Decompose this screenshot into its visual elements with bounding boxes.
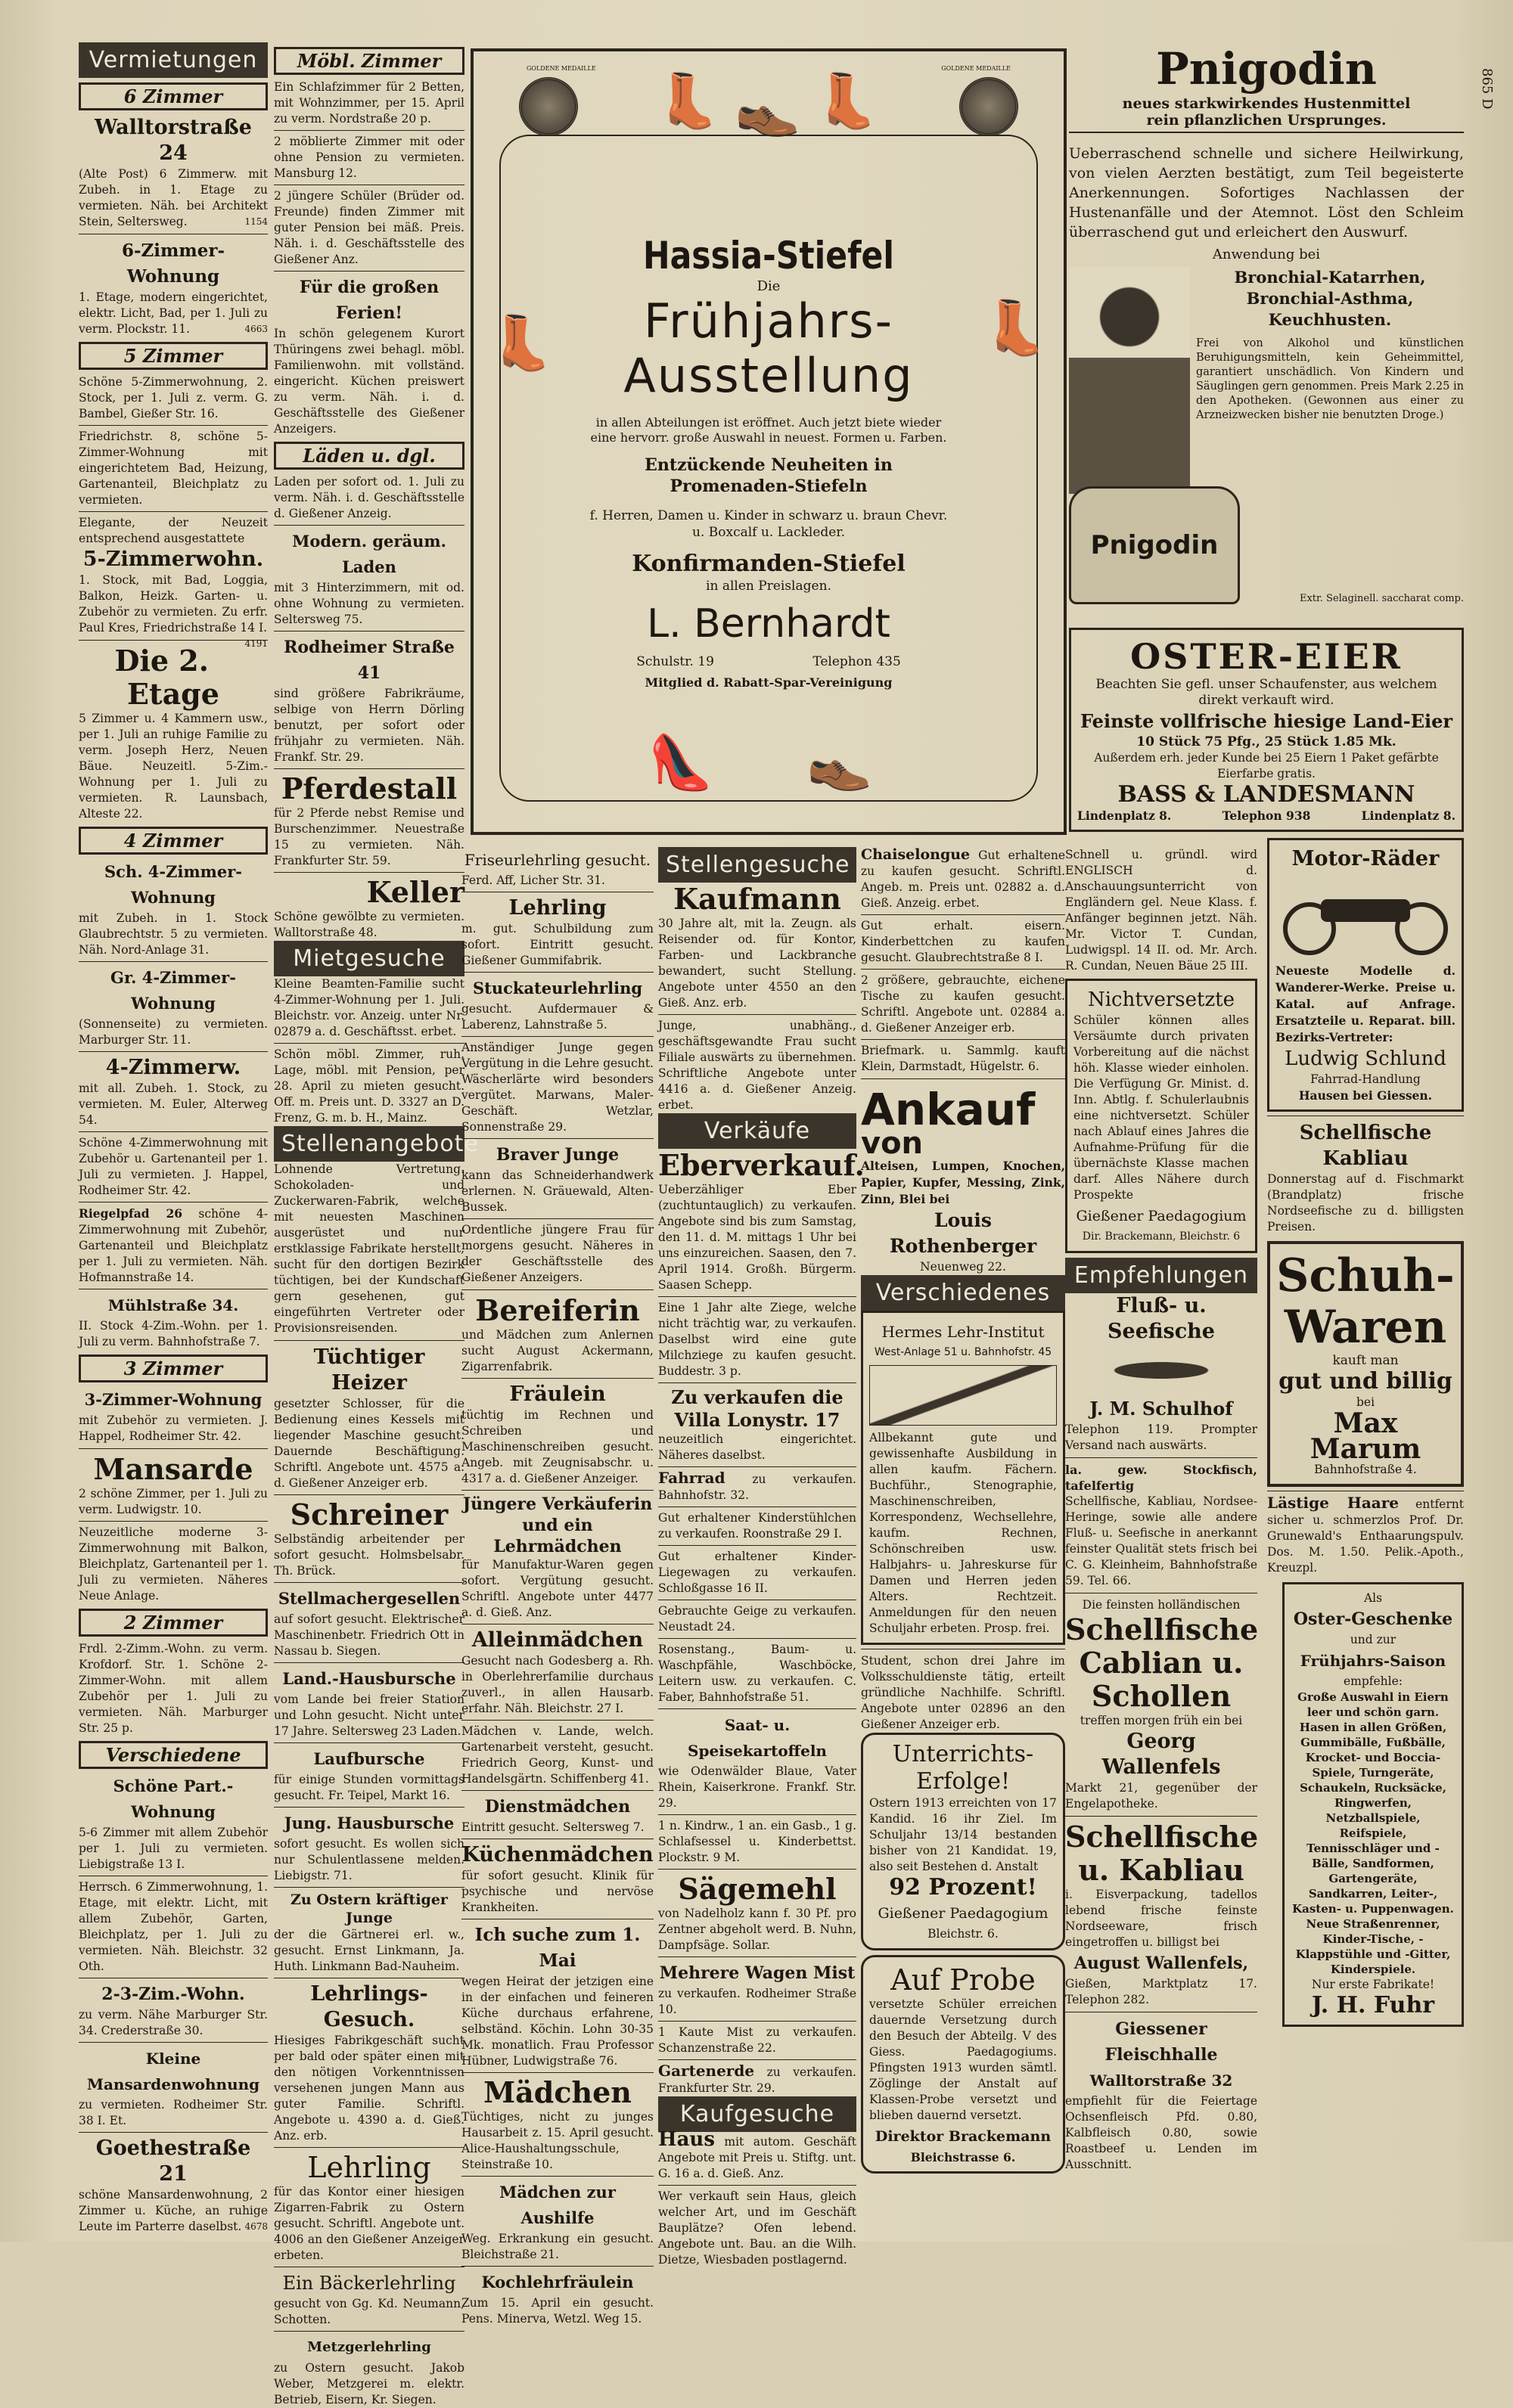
ad-maedchen-aushilfe: Mädchen zur Aushilfe Weg. Erkrankung ein gesucht. Bleichstraße 21. [461, 2183, 654, 2261]
shoe-icon: 👞 [735, 77, 801, 139]
divider [79, 511, 268, 512]
divider [658, 1545, 856, 1546]
ad-5-zimmer-2: Friedrichstr. 8, schöne 5-Zimmer-Wohnung mit eingerichtetem Bad, Heizung, Gartenanteil, Bleichplatz zu vermieten. [79, 430, 268, 507]
ad-student: Student, schon drei Jahre im Volksschuldienste tätig, erteilt gründliche Nachhilfe. Schriftl. Angebote unter 02896 an den Gießener Anzeiger erb. [861, 1654, 1065, 1731]
divider [461, 1289, 654, 1290]
shoe-icon: 👞 [806, 731, 873, 793]
pnigodin-body: Ueberraschend schnelle und sichere Heilwirkung, von vielen Aerzten bestätigt, zum Teil begeisterte Anerkennungen. Sofortiges Nachlassen der Hustenanfälle und der Atemnot. Löst den Schleim überraschend gut und erleichert den Auswurf. [1069, 145, 1464, 240]
divider [461, 2176, 654, 2177]
column-oster-eier [1069, 628, 1464, 2216]
divider [461, 1720, 654, 1721]
ad-kinderwagen: 1 n. Kindrw., 1 an. ein Gasb., 1 g. Schlafsessel u. Kinderbettst. Plockstr. 9 M. [658, 1819, 856, 1864]
ad-part-wohnung: Schöne Part.-Wohnung 5-6 Zimmer mit allem Zubehör per 1. Juli zu vermieten. Liebigstraße 13 I. [79, 1777, 268, 1871]
ad-lehrling-kontor: Lehrling für das Kontor einer hiesigen Zigarren-Fabrik zu Ostern gesucht. Schriftl. Angebote unt. 4006 an den Gießener Anzeiger erbeten. [274, 2151, 464, 2262]
section-header-empfehlungen: Empfehlungen [1065, 1258, 1257, 1293]
subhead-3-zimmer: 3 Zimmer [79, 1354, 268, 1382]
divider [274, 2147, 464, 2148]
divider [274, 271, 464, 272]
ad-modern-laden: Modern. geräum. Laden mit 3 Hinterzimmern, mit od. ohne Wohnung zu vermieten. Seltersweg 75. [274, 532, 464, 626]
pnigodin-free-text: Frei von Alkohol und künstlichen Beruhigungsmitteln, kein Geheimmittel, garantiert unschädlich. Von Kindern und Säuglingen gern genommen. Preis Mark 2.25 in den Apotheken. (Gewonnen aus einer zu Arzneizwecken bisher nie benutzten Droge.) [1196, 337, 1464, 421]
boot-icon: 👢 [814, 70, 881, 132]
ad-lehrling-gummifabrik: Lehrling m. gut. Schulbildung zum sofort. Eintritt gesucht. Gießener Gummifabrik. [461, 896, 654, 967]
pnigodin-extract: Extr. Selaginell. saccharat comp. [1299, 593, 1464, 604]
ad-kartoffeln: Saat- u. Speisekartoffeln wie Odenwälder Blaue, Vater Rhein, Kaiserkrone. Frankf. Str. 29. [658, 1716, 856, 1810]
divider [79, 1521, 268, 1522]
woman-coughing-icon [1069, 267, 1190, 494]
boot-icon: 👢 [655, 70, 722, 132]
ad-kuechenmaedchen: Küchenmädchen für sofort gesucht. Klinik für psychische und nervöse Krankheiten. [461, 1843, 654, 1914]
column-vermietungen [79, 42, 268, 2233]
ad-nichtversetzte: Nichtversetzte Schüler können alles Versäumte durch privaten Vorbereitung auf die nächst höh. Klasse wieder einholen. Die Verfügung Gr. Minist. d. Inn. Abtlg. f. Schulerlaubnis eine nichtversetzt. Schüler nach Ablauf eines Jahres die Aufnahme-Prüfung für die übernächste Klasse machen darf. Alles Nähere durch Prospekte Gießener Paedagogium Dir. Brackemann, Bleichstr. 6 [1065, 979, 1257, 1253]
divider [79, 961, 268, 962]
ad-chaiselongue: Chaiselongue Gut erhaltene zu kaufen gesucht. Schriftl. Angeb. m. Preis unt. 02882 a. d. Gieß. Anzeig. erbet. [861, 846, 1065, 910]
ad-bereiferin: Bereiferin und Mädchen zum Anlernen sucht August Ackermann, Zigarrenfabrik. [461, 1293, 654, 1373]
boot-icon: 👢 [489, 312, 555, 374]
ad-fraeulein: Fräulein tüchtig im Rechnen und Schreiben und Maschinenschreiben gesucht. Angeb. mit Zeugnisabschr. u. 4317 a. d. Gießener Anzeiger. [461, 1382, 654, 1485]
ad-dienstmaedchen: Dienstmädchen Eintritt gesucht. Seltersweg 7. [461, 1797, 645, 1834]
ad-ziege: Eine 1 Jahr alte Ziege, welche nicht trächtig war, zu verkaufen. Daselbst wird eine gute Milchziege zu kaufen gesucht. Buddestr. 3 p. [658, 1301, 856, 1378]
pnigodin-subtitle: neues starkwirkendes Hustenmittel [1122, 95, 1411, 112]
medal-icon [519, 77, 578, 136]
column-stellen-2 [461, 847, 654, 2326]
ad-anstaendiger-junge: Anständiger Junge gegen Vergütung in die Lehre gesucht. Wäscherlärte wird besonders vergütet. Marwans, Maler-Geschäft. Wetzlar, Sonnenstraße 29. [461, 1041, 654, 1134]
divider [79, 2042, 268, 2043]
ad-verkaeuferin: Jüngere Verkäuferin und ein Lehrmädchen für Manufaktur-Waren gegen sofort. Vergütung gesucht. Schriftl. Angebote unter 4477 a. d. Gieß. Anz. [461, 1494, 654, 1619]
ad-unterrichts-erfolge: Unterrichts-Erfolge! Ostern 1913 erreichten von 17 Kandid. 16 ihr Ziel. Im Schuljahr 13/14 bestanden bisher von 21 Kandidat. 19, also seit Bestehen d. Anstalt 92 Prozent! Gießener Paedagogium Bleichstr. 6. [861, 1733, 1065, 1950]
divider [79, 425, 268, 426]
ad-muehlstrasse: Mühlstraße 34. II. Stock 4-Zim.-Wohn. per 1. Juli zu verm. Bahnhofstraße 7. [79, 1296, 268, 1348]
ad-pferdestall: Pferdestall für 2 Pferde nebst Remise und Burschenzimmer. Neuestraße 15 zu vermieten. Näh. Frankfurter Str. 59. [274, 771, 464, 867]
ad-schlafzimmer: Ein Schlafzimmer für 2 Betten, mit Wohnzimmer, per 15. April zu verm. Nordstraße 20 p. [274, 80, 464, 126]
boot-icon: 👢 [982, 296, 1049, 358]
ad-neuzeitliche-3-zimmer: Neuzeitliche moderne 3-Zimmerwohnung mit Balkon, Bleichplatz, Gartenanteil per 1. Juli zu vermieten. Näheres Neue Anlage. [79, 1525, 268, 1603]
ad-braver-junge: Braver Junge kann das Schneiderhandwerk erlernen. N. Gräuewald, Alten-Bussek. [461, 1145, 654, 1214]
divider [658, 1296, 856, 1297]
ad-fleischhalle: Giessener Fleischhalle Walltorstraße 32 empfiehlt für die Feiertage Ochsenfleisch Pfd. 0.80, Kalbfleisch 0.80, sowie Roastbeef u. Lenden im Ausschnitt. [1065, 2019, 1257, 2171]
ad-koechin: Ich suche zum 1. Mai wegen Heirat der jetzigen eine in der einfachen und feineren Küche durchaus erfahrene, selbständ. Köchin. Lohn 30-35 Mk. monatlich. Frau Professor Hübner, Ludwigstraße 76. [461, 1925, 654, 2068]
divider [658, 2059, 856, 2060]
divider [461, 1790, 654, 1791]
ad-jung-hausbursche: Jung. Hausbursche sofort gesucht. Es wollen sich nur Schulentlassene melden. Liebigstr. 71. [274, 1814, 464, 1882]
divider [274, 1887, 464, 1888]
section-header-stellengesuche: Stellengesuche [658, 847, 856, 883]
divider [274, 1340, 464, 1341]
preislagen-text: in allen Preislagen. [706, 579, 831, 594]
ad-schellfische-kabliau: Schellfische Kabliau Donnerstag auf d. Fischmarkt (Brandplatz) frische Nordseefische zu d. billigsten Preisen. [1267, 1122, 1464, 1233]
divider [79, 2132, 268, 2133]
ad-kochlehrfraeulein: Kochlehrfräulein Zum 15. April ein gesucht. Pens. Minerva, Wetzl. Weg 15. [461, 2273, 654, 2326]
ad-schueler-pension: 2 jüngere Schüler (Brüder od. Freunde) finden Zimmer mit guter Pension bei mäß. Preis. Näh. i. d. Geschäftsstelle des Gießener Anz. [274, 189, 464, 266]
section-header-stellenangebote: Stellenangebote [274, 1126, 464, 1162]
ad-maedchen-hausarbeit: Mädchen Tüchtiges, nicht zu junges Hausarbeit z. 15. April gesucht. Alice-Haushaltungsschule, Steinstraße 10. [461, 2075, 654, 2171]
shoe-icon: 👠 [648, 731, 714, 793]
section-header-mietgesuche: Mietgesuche [274, 941, 464, 976]
firm-name: L. Bernhardt [647, 601, 890, 647]
ad-kinderstuehlchen: Gut erhaltener Kinderstühlchen zu verkaufen. Roonstraße 29 I. [658, 1511, 856, 1541]
medal-label: GOLDENE MEDAILLE [941, 65, 1011, 72]
divider [274, 2331, 464, 2332]
column-stellengesuche-verkaeufe [658, 847, 865, 2267]
telephone: Telephon 435 [812, 654, 901, 669]
brand-title: Hassia-Stiefel [643, 234, 894, 278]
ad-motor-raeder: Motor-Räder Neueste Modelle d. Wanderer-Werke. Preise u. Katal. auf Anfrage. Ersatzteile u. Reparat. bill. Bezirks-Vertreter: Ludwig Schlund Fahrrad-Handlung Hausen bei Giessen. [1267, 838, 1464, 1112]
section-header-verkaeufe: Verkäufe [658, 1113, 856, 1149]
ad-maedchen-vom-lande: Mädchen v. Lande, welch. Gartenarbeit versteht, gesucht. Friedrich Georg, Kunst- und Handelsgärtn. Schiffenberg 41. [461, 1724, 654, 1786]
divider [274, 872, 464, 873]
ad-auf-probe: Auf Probe versetzte Schüler erreichen dauernde Versetzung durch den Besuch der Abteilg. V des Giess. Paedagogiums. Pfingsten 1913 wurden sämtl. Zöglinge der Anstalt auf Klassen-Probe versetzt und blieben dauernd versetzt. Direktor Brackemann Bleichstrasse 6. [861, 1955, 1065, 2174]
divider [861, 969, 1065, 970]
ad-ankauf: Ankauf von Alteisen, Lumpen, Knochen, Papier, Kupfer, Messing, Zink, Zinn, Blei bei Louis Rothenberger Neuenweg 22. [861, 1084, 1065, 1274]
motorcycle-icon [1275, 872, 1456, 963]
bottle-icon: Pnigodin [1069, 486, 1240, 604]
ad-rosenstangen: Rosenstang., Baum- u. Waschpfähle, Waschböcke, Leitern usw. zu verkaufen. C. Faber, Bahnhofstraße 51. [658, 1643, 856, 1704]
ad-friseurlehrling: Friseurlehrling gesucht. Ferd. Aff, Licher Str. 31. [461, 851, 651, 887]
ad-schoene-4-zimmer: Schöne 4-Zimmerwohnung mit Zubehör u. Gartenanteil per 1. Juli zu vermieten. J. Happel, Rodheimer Str. 42. [79, 1136, 268, 1197]
divider [861, 914, 1065, 915]
divider [658, 1014, 856, 1015]
ad-kaufmann: Kaufmann 30 Jahre alt, mit la. Zeugn. als Reisender od. für Kontor, Farben- und Lackbranche bewandert, sucht Stellung. Angebote unter 4550 an den Gieß. Anz. erb. [658, 882, 856, 1010]
column-moebl-zimmer [274, 42, 479, 2406]
mitglied-text: Mitglied d. Rabatt-Spar-Vereinigung [645, 675, 893, 690]
ad-wallenfels-august: Schellfische u. Kabliau i. Eisverpackung, tadellos lebend frische feinste Nordseeware, frisch eingetroffen u. billigst bei August Wallenfels, Gießen, Marktplatz 17. Telephon 282. [1065, 1820, 1259, 2006]
divider [274, 1494, 464, 1495]
ad-6-zimmer-wohnung: 6-Zimmer-Wohnung 1. Etage, modern eingerichtet, elektr. Licht, Bad, per 1. Juli zu verm. Plockstr. 11. 4663 [79, 240, 268, 336]
ad-oster-eier: OSTER-EIER Beachten Sie gefl. unser Schaufenster, aus welchem direkt verkauft wird. Feinste vollfrische hiesige Land-Eier 10 Stück 75 Pfg., 25 Stück 1.85 Mk. Außerdem erh. jeder Kunde bei 25 Eiern 1 Paket gefärbte Eierfarbe gratis. BASS & LANDESMANN Lindenplatz 8. Telephon 938 Lindenplatz 8. [1069, 628, 1464, 832]
ad-hassia-stiefel [471, 48, 1067, 835]
intro-text: in allen Abteilungen ist eröffnet. Auch jetzt biete wieder eine hervorr. große Auswahl in neuest. Formen u. Farben. [590, 415, 947, 445]
medal-label: GOLDENE MEDAILLE [527, 65, 596, 72]
ad-riegelpfad: Riegelpfad 26 schöne 4-Zimmerwohnung mit Zubehör, Gartenanteil und Bleichplatz per 1. Juli zu vermieten. Näh. Hofmannstraße 14. [79, 1206, 268, 1284]
ad-3-zimmer-wohnung: 3-Zimmer-Wohnung mit Zubehör zu vermieten. J. Happel, Rodheimer Str. 42. [79, 1390, 268, 1443]
ad-2-etage: Die 2. Etage 5 Zimmer u. 4 Kammern usw., per 1. Juli an ruhige Familie zu verm. Joseph Herz, Neuen Bäue. Neuzeitl. 5-Zim.-Wohnung per 1. Juli zu vermieten. R. Launsbach, Alteste 22. [79, 644, 268, 821]
divider [274, 130, 464, 131]
fuer-text: f. Herren, Damen u. Kinder in schwarz u. braun Chevr. u. Boxcalf u. Lackleder. [589, 508, 948, 540]
ad-baeckerlehrling: Ein Bäckerlehrling gesucht von Gg. Kd. Neumann, Schotten. [274, 2273, 464, 2326]
ad-geige: Gebrauchte Geige zu verkaufen. Neustadt 24. [658, 1604, 856, 1634]
ad-mansardenwohnung: Kleine Mansardenwohnung zu vermieten. Rodheimer Str. 38 I. Et. [79, 2050, 268, 2127]
ad-mansarde: Mansarde 2 schöne Zimmer, per 1. Juli zu verm. Ludwigstr. 10. [79, 1452, 268, 1516]
ad-kaute-mist: 1 Kaute Mist zu verkaufen. Schanzenstraße 22. [658, 2025, 856, 2055]
die-label: Die [756, 278, 781, 294]
ad-moeblierte-zimmer: 2 möblierte Zimmer mit oder ohne Pension zu vermieten. Mansburg 12. [274, 135, 464, 180]
ad-villa: Zu verkaufen die Villa Lonystr. 17 neuzeitlich eingerichtet. Näheres daselbst. [658, 1386, 856, 1462]
ad-heizer: Tüchtiger Heizer gesetzter Schlosser, für die Bedienung eines Kessels mit liegender Maschine gesucht. Dauernde Beschäftigung. Schriftl. Angebote unt. 4575 a. d. Gießener Anzeiger erb. [274, 1345, 464, 1490]
ad-lehrlings-gesuch: Lehrlings-Gesuch. Hiesiges Fabrikgeschäft sucht per bald oder später einen mit den nötigen Vorkenntnissen versehenen jungen Mann aus guter Familie. Schriftl. Angebote u. 4390 a. d. Gieß. Anz. erb. [274, 1982, 464, 2143]
section-header-vermietungen: Vermietungen [79, 42, 268, 78]
divider [461, 1036, 654, 1037]
ad-rodheimer-41: Rodheimer Straße 41 sind größere Fabrikräume, selbige von Herrn Dörling benutzt, per sofort oder frühjahr zu vermieten. Näh. Frankf. Str. 29. [274, 638, 464, 764]
title-line-2: Ausstellung [623, 348, 914, 403]
ad-beamten-familie: Kleine Beamten-Familie sucht 4-Zimmer-Wohnung per 1. Juli. Bleichstr. vor. Anzeig. unter Nr. 02879 a. d. Geschäftsst. erbet. [274, 977, 464, 1038]
ad-fuhr-oster-geschenke: Als Oster-Geschenke und zur Frühjahrs-Saison empfehle: Große Auswahl in Eiern leer und schön garn. Hasen in allen Größen, Gummibälle, Fußbälle, Krocket- und Boccia-Spiele, Turngeräte, Schaukeln, Rucksäcke, Ringwerfen, Netzballspiele, Reifspiele, Tennisschläger und -Bälle, Sandformen, Gartengeräte, Sandkarren, Leiter-, Kasten- u. Puppenwagen. Neue Straßenrenner, Kinder-Tische, -Klappstühle und -Gitter, Kinderspiele. Nur erste Fabrikate! J. H. Fuhr [1282, 1582, 1464, 2027]
divider [461, 2266, 654, 2267]
ad-gartenerde: Gartenerde zu verkaufen. Frankfurter Str. 29. [658, 2062, 856, 2095]
divider [658, 1869, 856, 1870]
ad-kinder-liegewagen: Gut erhaltener Kinder-Liegewagen zu verkaufen. Schloßgasse 16 II. [658, 1550, 856, 1595]
divider [658, 1708, 856, 1709]
ad-kinderbettchen: Gut erhalt. eisern. Kinderbettchen zu kaufen gesucht. Glaubrechtstraße 8 I. [861, 919, 1065, 964]
ad-4-zimmerw: 4-Zimmerw. mit all. Zubeh. 1. Stock, zu vermieten. M. Euler, Alterweg 54. [79, 1056, 268, 1127]
subhead-4-zimmer: 4 Zimmer [79, 827, 268, 855]
ad-sch-4-zimmer: Sch. 4-Zimmer-Wohnung mit Zubeh. in 1. Stock Glaubrechtstr. 5 zu vermieten. Näh. Nord-Anlage 31. [79, 862, 268, 957]
divider [274, 1807, 464, 1808]
divider [658, 2021, 856, 2022]
divider [658, 1638, 856, 1639]
subhead-5-zimmer: 5 Zimmer [79, 342, 268, 370]
divider [658, 1814, 856, 1815]
subhead-moebl-zimmer: Möbl. Zimmer [274, 47, 464, 75]
divider [274, 1662, 464, 1663]
ad-goethestrasse: Goethestraße 21 schöne Mansardenwohnung, 2 Zimmer u. Küche, an ruhige Leute im Parterre daselbst. 4678 [79, 2136, 268, 2233]
ad-walltorstrasse: Walltorstraße 24 (Alte Post) 6 Zimmerw. mit Zubeh. in 1. Etage zu vermieten. Näh. bei Architekt Stein, Seltersweg. 1154 [79, 116, 268, 228]
ad-wallenfels-georg: Die feinsten holländischen Schellfische Cablian u. Schollen treffen morgen früh ein bei Georg Wallenfels Markt 21, gegenüber der Engelapotheke. [1065, 1598, 1259, 1811]
ad-schreiner: Schreiner Selbständig arbeitender per sofort gesucht. Holmsbelsabr. Th. Brück. [274, 1497, 464, 1578]
divider [461, 1138, 654, 1139]
divider [861, 1078, 1065, 1079]
pnigodin-title: Pnigodin [1156, 43, 1377, 95]
column-ankauf-verschiedenes [861, 847, 1065, 2213]
konfirmanden-title: Konfirmanden-Stiefel [632, 551, 906, 577]
ad-pnigodin [1069, 42, 1464, 625]
pnigodin-use: Anwendung bei [1212, 247, 1321, 262]
page-number: 865 D [1479, 68, 1495, 110]
ad-saegemehl: Sägemehl von Nadelholz kann f. 30 Pf. pro Zentner abgeholt werd. B. Nuhn, Dampfsäge. Sollar. [658, 1872, 856, 1952]
divider [461, 1218, 654, 1219]
section-header-verschiedenes: Verschiedenes [861, 1275, 1065, 1311]
divider [461, 972, 654, 973]
ad-filiale: Junge, unabhäng., geschäftsgewandte Frau sucht Filiale auswärts zu übernehmen. Schriftliche Angebote unter 4416 a. d. Gießener Anzeig. erbet. [658, 1019, 856, 1112]
ad-5-zimmerwohn: Elegante, der Neuzeit entsprechend ausgestattete 5-Zimmerwohn. 1. Stock, mit Bad, Loggia, Balkon, Heizk. Garten- u. Zubehör zu vermieten. Zu erfr. Paul Kres, Friedrichstraße 14 I. 4191 [79, 516, 268, 649]
ad-kraeftiger-junge: Zu Ostern kräftiger Junge der die Gärtnerei erl. w., gesucht. Ernst Linkmann, Ja. Huth. Linkmann Bad-Nauheim. [274, 1891, 464, 1973]
ad-grosse-ferien: Für die großen Ferien! In schön gelegenem Kurort Thüringens zwei behagl. möbl. Familienwohn. mit vollständ. eingericht. Küchen preiswert zu verm. Näh. i. d. Geschäftsstelle des Gießener Anzeigers. [274, 278, 464, 436]
subhead-verschiedene: Verschiedene [79, 1741, 268, 1769]
ad-stockfisch: la. gew. Stockfisch, tafelfertig Schellfische, Kabliau, Nordsee-Heringe, sowie alle andere Fluß- u. Seefische in anerkannt feinster Qualität stets frisch bei C. G. Kleinheim, Bahnhofstraße 59. Tel. 66. [1065, 1463, 1257, 1587]
ad-eberverkauf: Eberverkauf. Ueberzähliger Eber (zuchtuntauglich) zu verkaufen. Angebote sind bis zum Samstag, den 11. d. M. mittags 1 Uhr bei uns einzureichen. Saasen, den 7. April 1914. Großh. Bürgerm. Saasen Schepp. [658, 1148, 865, 1292]
ad-alleinmaedchen: Alleinmädchen Gesucht nach Godesberg a. Rh. in Oberlehrerfamilie durchaus zuverl., in allen Hausarb. erfahr. Näh. Bleichstr. 27 I. [461, 1628, 654, 1715]
ad-moebl-zimmer-gesucht: Schön möbl. Zimmer, ruh. Lage, möbl. mit Pension, per 28. April zu mieten gesucht. Off. m. Preis unt. D. 3327 an D. Frenz, G. m. b. H., Mainz. [274, 1047, 464, 1125]
ad-ordentliche-frau: Ordentliche jüngere Frau für morgens gesucht. Näheres in der Geschäftsstelle des Gießener Anzeigers. [461, 1223, 654, 1284]
ad-laden: Laden per sofort od. 1. Juli zu verm. Näh. i. d. Geschäftsstelle d. Gießener Anzeig. [274, 475, 464, 520]
divider [461, 1490, 654, 1491]
divider [274, 1742, 464, 1743]
ad-briefmarken: Briefmark. u. Sammlg. kauft Klein, Darmstadt, Hügelstr. 6. [861, 1044, 1065, 1073]
medal-icon [959, 77, 1018, 136]
title-line-1: Frühjahrs- [644, 293, 893, 349]
ad-lohnende-vertretung: Lohnende Vertretung. Schokoladen- und Zuckerwaren-Fabrik, welche mit neuesten Maschinen ausgerüstet und nur erstklassige Fabrikate herstellt, sucht für den dortigen Bezirk tüchtigen, bei der Kundschaft gern gesehenen, gut eingeführten Vertreter oder Provisionsreisenden. [274, 1162, 464, 1335]
ad-keller: Keller Schöne gewölbte zu vermieten. Walltorstraße 48. [274, 875, 464, 939]
divider [79, 1448, 268, 1449]
divider [274, 525, 464, 526]
ad-wagen-mist: Mehrere Wagen Mist zu verkaufen. Rodheimer Straße 10. [658, 1963, 856, 2016]
divider [79, 1051, 268, 1052]
quill-pen-icon [869, 1365, 1057, 1426]
ad-englisch: Schnell u. gründl. wird ENGLISCH d. Anschauungsunterricht von Engländern gel. Neue Klass. f. Anfänger beginnen jetzt. Näh. Mr. Victor T. Cundan, Ludwigspl. 14 II. od. Mr. Arch. R. Cundan, Neuen Bäue 25 III. [1065, 848, 1257, 973]
ad-metzgerlehrling: Metzgerlehrling zu Ostern gesucht. Jakob Weber, Metzgerei m. elektr. Betrieb, Eisern, Kr. Siegen. [274, 2339, 464, 2406]
divider [658, 1956, 856, 1957]
pnigodin-illnesses: Bronchial-Katarrhen, Bronchial-Asthma, Keuchhusten. [1234, 268, 1426, 329]
divider [274, 1582, 464, 1583]
ad-haus: Haus mit autom. Geschäft Angebote mit Preis u. Stiftg. unt. G. 16 a. d. Gieß. Anz. [658, 2128, 856, 2180]
ad-laufbursche: Laufbursche für einige Stunden vormittags gesucht. Fr. Teipel, Markt 16. [274, 1749, 464, 1802]
divider [461, 1378, 654, 1379]
ad-land-hausbursche: Land.-Hausbursche vom Lande bei freier Station und Lohn gesucht. Nicht unter 17 Jahre. Seltersweg 23 Laden. [274, 1669, 464, 1738]
divider [658, 2185, 856, 2186]
divider [658, 1466, 856, 1467]
ad-5-zimmer-1: Schöne 5-Zimmerwohnung, 2. Stock, per 1. Juli z. verm. G. Bambel, Gießer Str. 16. [79, 375, 268, 420]
ad-laestige-haare: Lästige Haare entfernt sicher u. schmerzlos Prof. Dr. Grunewald's Enthaarungspulv. Dos. M. 1.50. Pelik.-Apoth., Kreuzpl. [1267, 1494, 1464, 1575]
ad-2-zimmer: Frdl. 2-Zimm.-Wohn. zu verm. Krofdorf. Str. 1. Schöne 2-Zimmer-Wohn. mit allem Zubehör per 1. Juli zu vermieten. Näh. Marburger Str. 25 p. [79, 1642, 268, 1735]
ad-herrsch-6-zimmer: Herrsch. 6 Zimmerwohnung, 1. Etage, mit elektr. Licht, mit allem Zubehör, Garten, Bleichplatz, per 1. Juli zu vermieten. Näh. Bleichstr. 32 Oth. [79, 1880, 268, 1973]
ad-eichene-tische: 2 größere, gebrauchte, eichene Tische zu kaufen gesucht. Schriftl. Angebote unt. 02884 a. d. Gießener Anzeiger erb. [861, 973, 1065, 1035]
pnigodin-subtitle-2: rein pflanzlichen Ursprunges. [1069, 112, 1464, 133]
ad-stellmacher: Stellmachergesellen auf sofort gesucht. Elektrischer Maschinenbetr. Friedrich Ott in Nassau b. Siegen. [274, 1589, 464, 1658]
divider [861, 1039, 1065, 1040]
ad-bauplaetze: Wer verkauft sein Haus, gleich welcher Art, und im Geschäft Bauplätze? Ofen lebend. Angebote unt. Bau. an die Wilh. Dietze, Wiesbaden postlagernd. [658, 2189, 856, 2267]
divider [658, 1382, 856, 1383]
ad-schulhof: Fluß- u. Seefische J. M. Schulhof Telephon 119. Prompter Versand nach auswärts. [1065, 1294, 1257, 1452]
divider [461, 2072, 654, 2073]
ad-fahrrad: Fahrrad zu verkaufen. Bahnhofstr. 32. [658, 1469, 856, 1502]
subhead-2-zimmer: 2 Zimmer [79, 1609, 268, 1637]
divider [274, 768, 464, 769]
divider [79, 640, 268, 641]
ad-2-3-zim: 2-3-Zim.-Wohn. zu verm. Nähe Marburger Str. 34. Crederstraße 30. [79, 1984, 268, 2037]
ad-hermes-lehr-institut: Hermes Lehr-Institut West-Anlage 51 u. Bahnhofstr. 45 Allbekannt gute und gewissenhafte Ausbildung in allen kaufm. Fächern. Buchführ., Stenographie, Maschinenschreiben, Korrespondenz, Wechsellehre, kaufm. Rechnen, Schönschreiben usw. Halbjahrs- u. Jahreskurse für Damen und Herren jeden Alters. Rechtzeit. Anmeldungen für den neuen Schuljahr erbeten. Prosp. frei. [861, 1311, 1065, 1645]
subhead-6-zimmer: 6 Zimmer [79, 82, 268, 110]
subhead-laeden: Läden u. dgl. [274, 442, 464, 470]
ad-stuckateurlehrling: Stuckateurlehrling gesucht. Aufdermauer & Laberenz, Lahnstraße 5. [461, 979, 654, 1032]
neuheiten-text: Entzückende Neuheiten in Promenaden-Stiefeln [645, 455, 893, 496]
ad-schuh-waren: Schuh- Waren kauft man gut und billig bei Max Marum Bahnhofstraße 4. [1267, 1241, 1464, 1487]
divider [79, 1131, 268, 1132]
divider [274, 1043, 464, 1044]
section-header-kaufgesuche: Kaufgesuche [658, 2096, 856, 2132]
address: Schulstr. 19 [636, 654, 714, 669]
ad-gr-4-zimmer: Gr. 4-Zimmer-Wohnung (Sonnenseite) zu vermieten. Marburger Str. 11. [79, 968, 268, 1047]
